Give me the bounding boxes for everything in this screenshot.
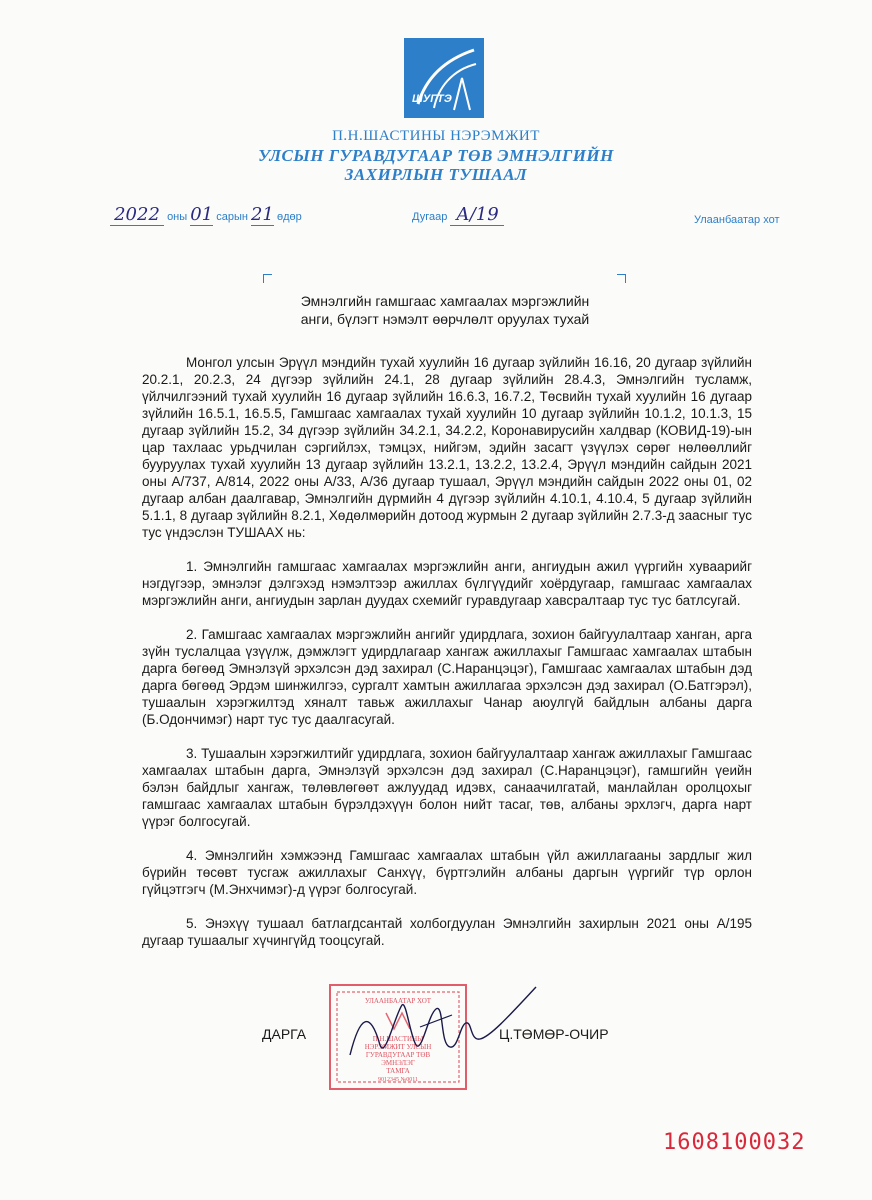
date-year: 2022 bbox=[110, 204, 164, 226]
day-label: өдөр bbox=[276, 211, 302, 223]
order-title: ЗАХИРЛЫН ТУШААЛ bbox=[344, 165, 528, 184]
order-item-5: 5. Энэхүү тушаал батлагдсантай холбогдуулан Эмнэлгийн захирлын 2021 оны А/195 дугаар тушаалыг хүчингүйд тооцсугай. bbox=[142, 916, 752, 948]
handwritten-signature bbox=[340, 975, 540, 1070]
subject-bracket-left bbox=[263, 274, 272, 283]
subject-bracket-right bbox=[617, 274, 626, 283]
stamp-line-2: НЭРЭМЖИТ УЛСЫН bbox=[364, 1043, 432, 1051]
org-name-line1: П.Н.ШАСТИНЫ НЭРЭМЖИТ bbox=[332, 128, 540, 144]
order-item-1: 1. Эмнэлгийн гамшгаас хамгаалах мэргэжлийн анги, ангиудын ажил үүргийн хуваарийг нэгдүгээр, эмнэлэг дэлгэхэд нэмэлтээр ажиллах бүлгүүдийг хоёрдугаар, гамшгаас хамгаалах мэргэжлийн анги, ангиудын зарлан дуудах схемийг гуравдугаар хавсралтаар тус тус батлсугай. bbox=[142, 559, 752, 608]
city: Улаанбаатар хот bbox=[694, 214, 780, 226]
stamp-line-6: 9012345 №0011 bbox=[377, 1077, 419, 1083]
order-subject bbox=[270, 292, 620, 328]
order-body bbox=[142, 354, 752, 949]
number-label: Дугаар bbox=[412, 211, 448, 223]
stamp-line-3: ГУРАВДУГААР ТӨВ bbox=[365, 1051, 431, 1059]
order-item-4: 4. Эмнэлгийн хэмжээнд Гамшгаас хамгаалах штабын үйл ажиллагааны зардлыг жил бүрийн төсөвт тусгаж ажиллахыг Санхүү, бүртгэлийн албаны даргын үүргийг түр орлон гүйцэтгэгч (М.Энхчимэг)-д үүрэг болгосугай. bbox=[142, 848, 752, 897]
date-line bbox=[110, 204, 302, 226]
stamp-line-1: П.Н.ШАСТИНЫ bbox=[372, 1035, 424, 1043]
order-number: А/19 bbox=[450, 204, 504, 226]
hospital-logo bbox=[404, 38, 484, 118]
order-number-line bbox=[412, 204, 504, 226]
signatory-name: Ц.ТӨМӨР-ОЧИР bbox=[499, 1026, 609, 1042]
stamp-line-4: ЭМНЭЛЭГ bbox=[381, 1059, 415, 1067]
serial-number: 1608100032 bbox=[663, 1130, 806, 1155]
month-label: сарын bbox=[216, 211, 248, 223]
date-day: 21 bbox=[250, 204, 274, 225]
org-name-line2: УЛСЫН ГУРАВДУГААР ТӨВ ЭМНЭЛГИЙН bbox=[258, 146, 614, 165]
signatory-title: ДАРГА bbox=[262, 1026, 307, 1042]
date-month: 01 bbox=[190, 204, 214, 225]
year-label: оны bbox=[167, 211, 188, 223]
subject-line1: Эмнэлгийн гамшгаас хамгаалах мэргэжлийн bbox=[300, 293, 590, 309]
subject-line2: анги, бүлэгт нэмэлт өөрчлөлт оруулах тухай bbox=[300, 311, 590, 327]
stamp-line-5: ТАМГА bbox=[386, 1067, 410, 1075]
order-item-2: 2. Гамшгаас хамгаалах мэргэжлийн ангийг удирдлага, зохион байгуулалтаар ханган, арга зүйн туслалцаа үзүүлж, дэмжлэгт удирдлагаар хангаж ажиллахыг Гамшгаас хамгаалах штабын дарга бөгөөд Эмнэлзүй эрхэлсэн дэд захирал (С.Наранцэцэг), Гамшгаас хамгаалах штабын дэд дарга бөгөөд Эрдэм шинжилгээ, сургалт хамтын ажиллагаа эрхэлсэн дэд захирал (О.Батгэрэл), тушаалын хэрэгжилтэд хяналт тавьж ажиллахыг Чанар аюулгүй байдлын албаны дарга (Б.Одончимэг) нарт тус тус даалгасугай. bbox=[142, 627, 752, 727]
preamble: Монгол улсын Эрүүл мэндийн тухай хуулийн 16 дугаар зүйлийн 16.16, 20 дугаар зүйлийн 20.2.1, 20.2.3, 24 дүгээр зүйлийн 24.1, 28 дугаар зүйлийн 28.4.3, Эмнэлгийн тусламж, үйлчилгээний тухай хуулийн 16 дугаар зүйлийн 16.6.3, 16.7.2, Төсвийн тухай хуулийн 16 дугаар зүйлийн 16.5.1, 16.5.5, Гамшгаас хамгаалах тухай хуулийн 10 дугаар зүйлийн 10.1.2, 10.1.3, 15 дугаар зүйлийн 15.2, 34 дүгээр зүйлийн 34.2.1, 34.2.2, Коронавирусийн халдвар (КОВИД-19)-ын цар тахлаас урьдчилан сэргийлэх, тэмцэх, нийгэм, эдийн засагт үзүүлэх сөрөг нөлөөллийг бууруулах тухай хуулийн 13 дугаар зүйлийн 13.2.1, 13.2.2, 13.2.4, Эрүүл мэндийн сайдын 2021 оны А/737, А/814, 2022 оны А/33, А/36 дугаар тушаал, Эрүүл мэндийн сайдын 2022 оны 01, 02 дугаар албан даалгавар, Эмнэлгийн дүрмийн 4 дүгээр зүйлийн 4.10.1, 4.10.4, 5 дугаар зүйлийн 5.1.1, 8 дугаар зүйлийн 8.2.1, Хөдөлмөрийн дотоод журмын 2 дугаар зүйлийн 2.7.3-д заасныг тус тус үндэслэн ТУШААХ нь: bbox=[142, 355, 752, 540]
logo-text: ШУГТЭ bbox=[412, 93, 452, 105]
order-item-3: 3. Тушаалын хэрэгжилтийг удирдлага, зохион байгуулалтаар хангаж ажиллахыг Гамшгаас хамгаалах штабын дарга, Эмнэлзүй эрхэлсэн дэд захирал (С.Наранцэцэг), гамшгийн үеийн бэлэн байдлыг хангаж, төлөвлөгөөт ажлуудад идэвх, санаачилгатай, манлайлан оролцохыг гамшгаас хамгаалах штабын бүрэлдэхүүн болон нийт тасаг, төв, албаны эрхлэгч, дарга нарт үүрэг болгосугай. bbox=[142, 746, 752, 829]
stamp-text-top: УЛААНБААТАР ХОТ bbox=[364, 997, 432, 1005]
